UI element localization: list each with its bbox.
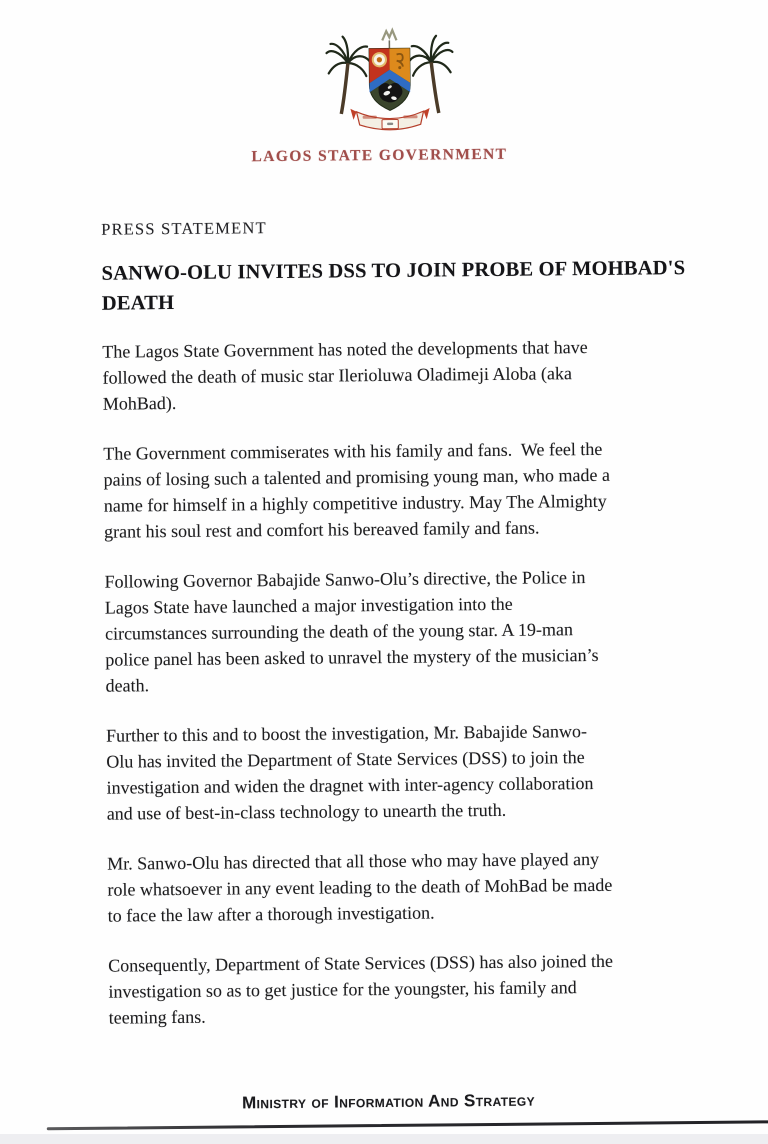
palm-trunk <box>341 63 349 114</box>
palm-trunk <box>431 62 439 113</box>
org-name: LAGOS STATE GOVERNMENT <box>251 145 508 166</box>
motto-ribbon-icon <box>350 108 429 130</box>
text-line: police panel has been asked to unravel the mystery of the musician’s <box>105 644 599 670</box>
text-line: The Lagos State Government has noted the developments that have <box>102 337 588 362</box>
text-line: circumstances surrounding the death of the young star. A 19-man <box>104 619 574 644</box>
document-title <box>101 253 694 319</box>
text-line: investigation and widen the dragnet with inter-agency collaboration <box>106 772 594 798</box>
text-line: pains of losing such a talented and promising young man, who made a <box>103 464 611 490</box>
text-line: name for himself in a highly competitive industry. May The Almighty <box>103 490 607 516</box>
text-line: MohBad). <box>102 392 177 414</box>
text-line: Lagos State have launched a major investigation into the <box>104 593 513 618</box>
body-paragraph <box>103 435 696 545</box>
body-paragraph <box>106 717 699 827</box>
body-paragraph <box>107 845 700 929</box>
title-line: DEATH <box>101 291 175 315</box>
text-line: and use of best-in-class technology to unearth the truth. <box>106 799 507 824</box>
text-line: role whatsoever in any event leading to the death of MohBad be made <box>107 874 613 900</box>
footer-ministry-label: Ministry of Information And Strategy <box>241 1090 536 1113</box>
crest-icon <box>382 30 396 40</box>
text-line: death. <box>105 675 150 696</box>
text-line: The Government commiserates with his family and fans. We feel the <box>103 438 603 464</box>
text-line: Further to this and to boost the investigation, Mr. Babajide Sanwo- <box>105 721 588 746</box>
title-line: SANWO-OLU INVITES DSS TO JOIN PROBE OF MOHBAD'S <box>101 257 686 285</box>
body-paragraph <box>108 947 701 1031</box>
text-line: Consequently, Department of State Services (DSS) has also joined the <box>108 950 614 976</box>
document-paragraphs <box>102 333 701 1031</box>
press-statement-label: PRESS STATEMENT <box>101 218 267 239</box>
text-line: Mr. Sanwo-Olu has directed that all those who may have played any <box>107 848 600 874</box>
photo-edge-strip <box>0 1134 768 1144</box>
text-line: Olu has invited the Department of State Services (DSS) to join the <box>106 747 585 772</box>
text-line: teeming fans. <box>108 1006 206 1028</box>
footer-divider <box>47 1120 768 1130</box>
shield-icon <box>369 48 410 110</box>
body-paragraph <box>102 333 695 417</box>
text-line: to face the law after a thorough investigation. <box>107 902 435 926</box>
text-line: grant his soul rest and comfort his bereaved family and fans. <box>103 517 540 542</box>
lagos-coat-of-arms-icon <box>325 21 454 134</box>
body-paragraph <box>104 563 697 699</box>
letter-body <box>101 211 701 1055</box>
text-line: Following Governor Babajide Sanwo-Olu’s directive, the Police in <box>104 567 586 592</box>
text-line: investigation so as to get justice for the youngster, his family and <box>108 977 577 1002</box>
text-line: followed the death of music star Ilerioluwa Oladimeji Aloba (aka <box>102 363 573 388</box>
